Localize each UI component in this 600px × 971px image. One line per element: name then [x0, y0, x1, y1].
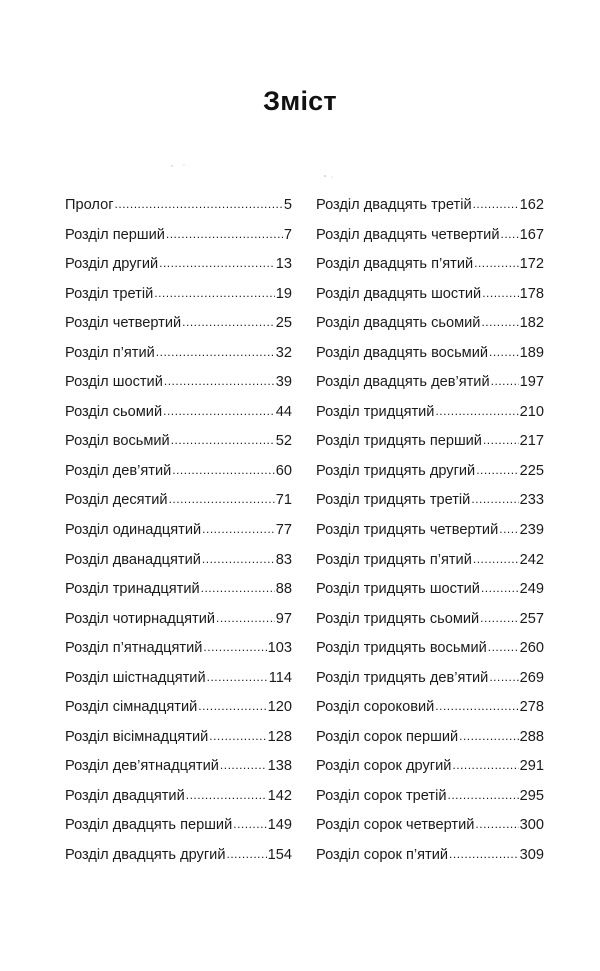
toc-entry — [316, 552, 544, 582]
toc-leader-dots — [501, 227, 519, 242]
toc-leader-dots — [201, 581, 275, 596]
toc-entry-label: Пролог — [65, 197, 114, 213]
toc-entry-page-number: 71 — [275, 492, 292, 509]
toc-entry-page-number: 217 — [519, 433, 544, 450]
toc-entry — [316, 788, 544, 818]
toc-entry-label: Розділ другий — [65, 256, 159, 273]
toc-entry-page-number: 189 — [519, 344, 544, 361]
toc-entry-page-number: 32 — [275, 344, 292, 361]
toc-leader-dots — [489, 345, 519, 360]
toc-entry-page-number: 242 — [519, 551, 544, 568]
toc-leader-dots — [182, 315, 275, 330]
toc-entry — [316, 227, 544, 257]
toc-leader-dots — [491, 374, 519, 389]
toc-entry-page-number: 300 — [519, 817, 544, 834]
page-title: Зміст — [263, 86, 337, 116]
toc-entry-page-number: 178 — [519, 285, 544, 302]
toc-entry — [316, 699, 544, 729]
toc-leader-dots — [154, 286, 275, 301]
toc-entry-page-number: 295 — [519, 787, 544, 804]
toc-entry-label: Розділ сорок четвертий — [316, 817, 475, 834]
toc-entry — [65, 256, 292, 286]
toc-entry-page-number: 269 — [519, 669, 544, 686]
toc-entry — [65, 699, 292, 729]
toc-entry-page-number: 142 — [267, 787, 292, 804]
toc-leader-dots — [209, 729, 266, 744]
toc-entry-page-number: 114 — [268, 669, 292, 686]
toc-entry-label: Розділ двадцять сьомий — [316, 315, 481, 332]
toc-leader-dots — [471, 492, 518, 507]
toc-entry — [65, 788, 292, 818]
toc-entry — [65, 433, 292, 463]
toc-leader-dots — [474, 256, 519, 271]
toc-entry-page-number: 128 — [267, 728, 292, 745]
toc-entry-label: Розділ двадцять дев’ятий — [316, 374, 490, 391]
toc-entry-page-number: 5 — [283, 197, 292, 213]
toc-entry — [316, 345, 544, 375]
toc-leader-dots — [448, 788, 519, 803]
toc-entry — [316, 374, 544, 404]
toc-entry-label: Розділ тридцять дев’ятий — [316, 669, 489, 686]
toc-entry — [316, 581, 544, 611]
toc-leader-dots — [476, 463, 518, 478]
toc-entry-label: Розділ сьомий — [65, 403, 163, 420]
toc-entry-page-number: 172 — [519, 256, 544, 273]
toc-entry-page-number: 88 — [275, 581, 292, 598]
toc-entry — [316, 463, 544, 493]
toc-entry-page-number: 154 — [267, 847, 292, 864]
toc-entry — [65, 286, 292, 316]
toc-entry — [316, 847, 544, 877]
toc-entry — [316, 729, 544, 759]
toc-leader-dots — [480, 611, 518, 626]
toc-entry-label: Розділ тридцять шостий — [316, 581, 480, 598]
toc-entry — [65, 197, 292, 227]
toc-entry-page-number: 309 — [519, 847, 544, 864]
toc-entry — [65, 227, 292, 257]
toc-leader-dots — [482, 286, 518, 301]
toc-entry-label: Розділ тридцять перший — [316, 433, 482, 450]
toc-leader-dots — [481, 581, 519, 596]
toc-entry-page-number: 288 — [519, 728, 544, 745]
toc-leader-dots — [163, 404, 275, 419]
toc-entry-page-number: 52 — [275, 433, 292, 450]
toc-entry-label: Розділ шістнадцятий — [65, 669, 206, 686]
toc-entry-label: Розділ тридцять третій — [316, 492, 471, 509]
toc-entry — [316, 758, 544, 788]
toc-entry — [316, 433, 544, 463]
toc-column-left — [65, 197, 292, 877]
toc-entry — [65, 670, 292, 700]
toc-leader-dots — [207, 670, 268, 685]
toc-entry-label: Розділ шостий — [65, 374, 163, 391]
toc-entry — [316, 286, 544, 316]
toc-entry-label: Розділ тринадцятий — [65, 581, 200, 598]
toc-entry — [316, 404, 544, 434]
toc-entry-label: Розділ сімнадцятий — [65, 699, 198, 716]
toc-entry-label: Розділ сорок другий — [316, 758, 452, 775]
toc-leader-dots — [449, 847, 519, 862]
toc-leader-dots — [115, 197, 283, 212]
toc-entry — [65, 581, 292, 611]
toc-entry-label: Розділ двадцять перший — [65, 817, 233, 834]
toc-entry — [316, 492, 544, 522]
toc-entry-label: Розділ тридцять сьомий — [316, 610, 480, 627]
toc-entry-page-number: 162 — [519, 197, 544, 213]
toc-entry-label: Розділ сорок п’ятий — [316, 847, 449, 864]
toc-entry-label: Розділ двадцятий — [65, 787, 185, 804]
toc-leader-dots — [233, 817, 266, 832]
toc-entry — [65, 315, 292, 345]
toc-entry — [316, 256, 544, 286]
toc-entry — [316, 197, 544, 227]
toc-entry-label: Розділ двадцять другий — [65, 847, 226, 864]
toc-leader-dots — [216, 611, 275, 626]
toc-leader-dots — [220, 758, 267, 773]
toc-entry — [316, 670, 544, 700]
paper-specks — [160, 160, 460, 180]
toc-entry-label: Розділ двадцять восьмий — [316, 344, 489, 361]
toc-entry-page-number: 233 — [519, 492, 544, 509]
toc-entry-label: Розділ дев’ятий — [65, 462, 172, 479]
toc-entry-label: Розділ тридцять другий — [316, 462, 476, 479]
toc-entry-label: Розділ тридцятий — [316, 403, 435, 420]
toc-entry — [65, 611, 292, 641]
toc-entry — [65, 404, 292, 434]
toc-entry-page-number: 19 — [275, 285, 292, 302]
toc-entry-label: Розділ одинадцятий — [65, 522, 202, 539]
toc-leader-dots — [172, 463, 275, 478]
toc-entry-page-number: 167 — [519, 226, 544, 243]
toc-entry-label: Розділ сорок третій — [316, 787, 447, 804]
toc-entry — [65, 817, 292, 847]
toc-leader-dots — [499, 522, 518, 537]
toc-entry-page-number: 138 — [267, 758, 292, 775]
toc-leader-dots — [483, 433, 519, 448]
toc-entry-page-number: 44 — [275, 403, 292, 420]
toc-entry-page-number: 77 — [275, 522, 292, 539]
toc-entry-page-number: 83 — [275, 551, 292, 568]
toc-entry — [65, 847, 292, 877]
toc-entry-label: Розділ вісімнадцятий — [65, 728, 209, 745]
toc-entry-page-number: 120 — [267, 699, 292, 716]
toc-entry-label: Розділ перший — [65, 226, 165, 243]
toc-leader-dots — [226, 847, 266, 862]
toc-entry — [316, 817, 544, 847]
toc-leader-dots — [489, 670, 518, 685]
toc-leader-dots — [202, 552, 275, 567]
toc-entry-label: Розділ двадцять четвертий — [316, 226, 500, 243]
toc-entry-label: Розділ сорок перший — [316, 728, 459, 745]
toc-entry — [65, 463, 292, 493]
toc-leader-dots — [198, 699, 266, 714]
toc-entry-page-number: 249 — [519, 581, 544, 598]
toc-entry-page-number: 239 — [519, 522, 544, 539]
toc-leader-dots — [459, 729, 519, 744]
toc-leader-dots — [202, 522, 275, 537]
toc-leader-dots — [475, 817, 518, 832]
toc-entry-page-number: 60 — [275, 462, 292, 479]
toc-leader-dots — [169, 492, 275, 507]
toc-entry-label: Розділ десятий — [65, 492, 168, 509]
toc-entry — [316, 522, 544, 552]
toc-entry — [65, 729, 292, 759]
toc-entry-page-number: 7 — [283, 226, 292, 243]
table-of-contents — [0, 197, 600, 917]
toc-leader-dots — [473, 552, 519, 567]
toc-entry — [65, 522, 292, 552]
toc-entry — [316, 611, 544, 641]
toc-entry-label: Розділ п’ятнадцятий — [65, 640, 203, 657]
toc-leader-dots — [473, 197, 519, 212]
toc-entry — [65, 640, 292, 670]
toc-entry — [65, 758, 292, 788]
toc-leader-dots — [481, 315, 518, 330]
toc-entry-page-number: 291 — [519, 758, 544, 775]
toc-entry-label: Розділ чотирнадцятий — [65, 610, 216, 627]
toc-entry-label: Розділ тридцять восьмий — [316, 640, 487, 657]
toc-entry — [316, 640, 544, 670]
toc-leader-dots — [203, 640, 266, 655]
toc-entry-page-number: 39 — [275, 374, 292, 391]
toc-entry — [65, 345, 292, 375]
toc-entry-page-number: 149 — [267, 817, 292, 834]
toc-leader-dots — [166, 227, 283, 242]
toc-leader-dots — [171, 433, 275, 448]
toc-leader-dots — [452, 758, 518, 773]
toc-entry — [65, 552, 292, 582]
toc-entry-page-number: 260 — [519, 640, 544, 657]
toc-entry-page-number: 97 — [275, 610, 292, 627]
toc-leader-dots — [488, 640, 519, 655]
toc-entry-page-number: 225 — [519, 462, 544, 479]
toc-entry-label: Розділ тридцять четвертий — [316, 522, 499, 539]
toc-entry-page-number: 257 — [519, 610, 544, 627]
toc-entry-label: Розділ двадцять шостий — [316, 285, 482, 302]
toc-column-right — [316, 197, 544, 877]
toc-entry-label: Розділ третій — [65, 285, 154, 302]
toc-entry — [65, 492, 292, 522]
toc-leader-dots — [164, 374, 275, 389]
toc-leader-dots — [159, 256, 275, 271]
toc-entry-label: Розділ тридцять п’ятий — [316, 551, 472, 568]
toc-leader-dots — [186, 788, 267, 803]
toc-entry-label: Розділ двадцять третій — [316, 197, 472, 213]
toc-entry-label: Розділ п’ятий — [65, 344, 155, 361]
toc-entry — [316, 315, 544, 345]
toc-entry-label: Розділ сороковий — [316, 699, 435, 716]
toc-entry-label: Розділ дванадцятий — [65, 551, 201, 568]
toc-entry-label: Розділ четвертий — [65, 315, 182, 332]
toc-entry-label: Розділ восьмий — [65, 433, 170, 450]
toc-entry-page-number: 278 — [519, 699, 544, 716]
toc-entry-page-number: 197 — [519, 374, 544, 391]
toc-entry-page-number: 103 — [267, 640, 292, 657]
toc-entry-page-number: 25 — [275, 315, 292, 332]
toc-entry-page-number: 210 — [519, 403, 544, 420]
toc-entry-page-number: 13 — [275, 256, 292, 273]
toc-entry-label: Розділ дев’ятнадцятий — [65, 758, 219, 775]
toc-leader-dots — [435, 699, 518, 714]
toc-leader-dots — [435, 404, 518, 419]
toc-entry — [65, 374, 292, 404]
toc-leader-dots — [156, 345, 275, 360]
toc-entry-page-number: 182 — [519, 315, 544, 332]
toc-entry-label: Розділ двадцять п’ятий — [316, 256, 474, 273]
